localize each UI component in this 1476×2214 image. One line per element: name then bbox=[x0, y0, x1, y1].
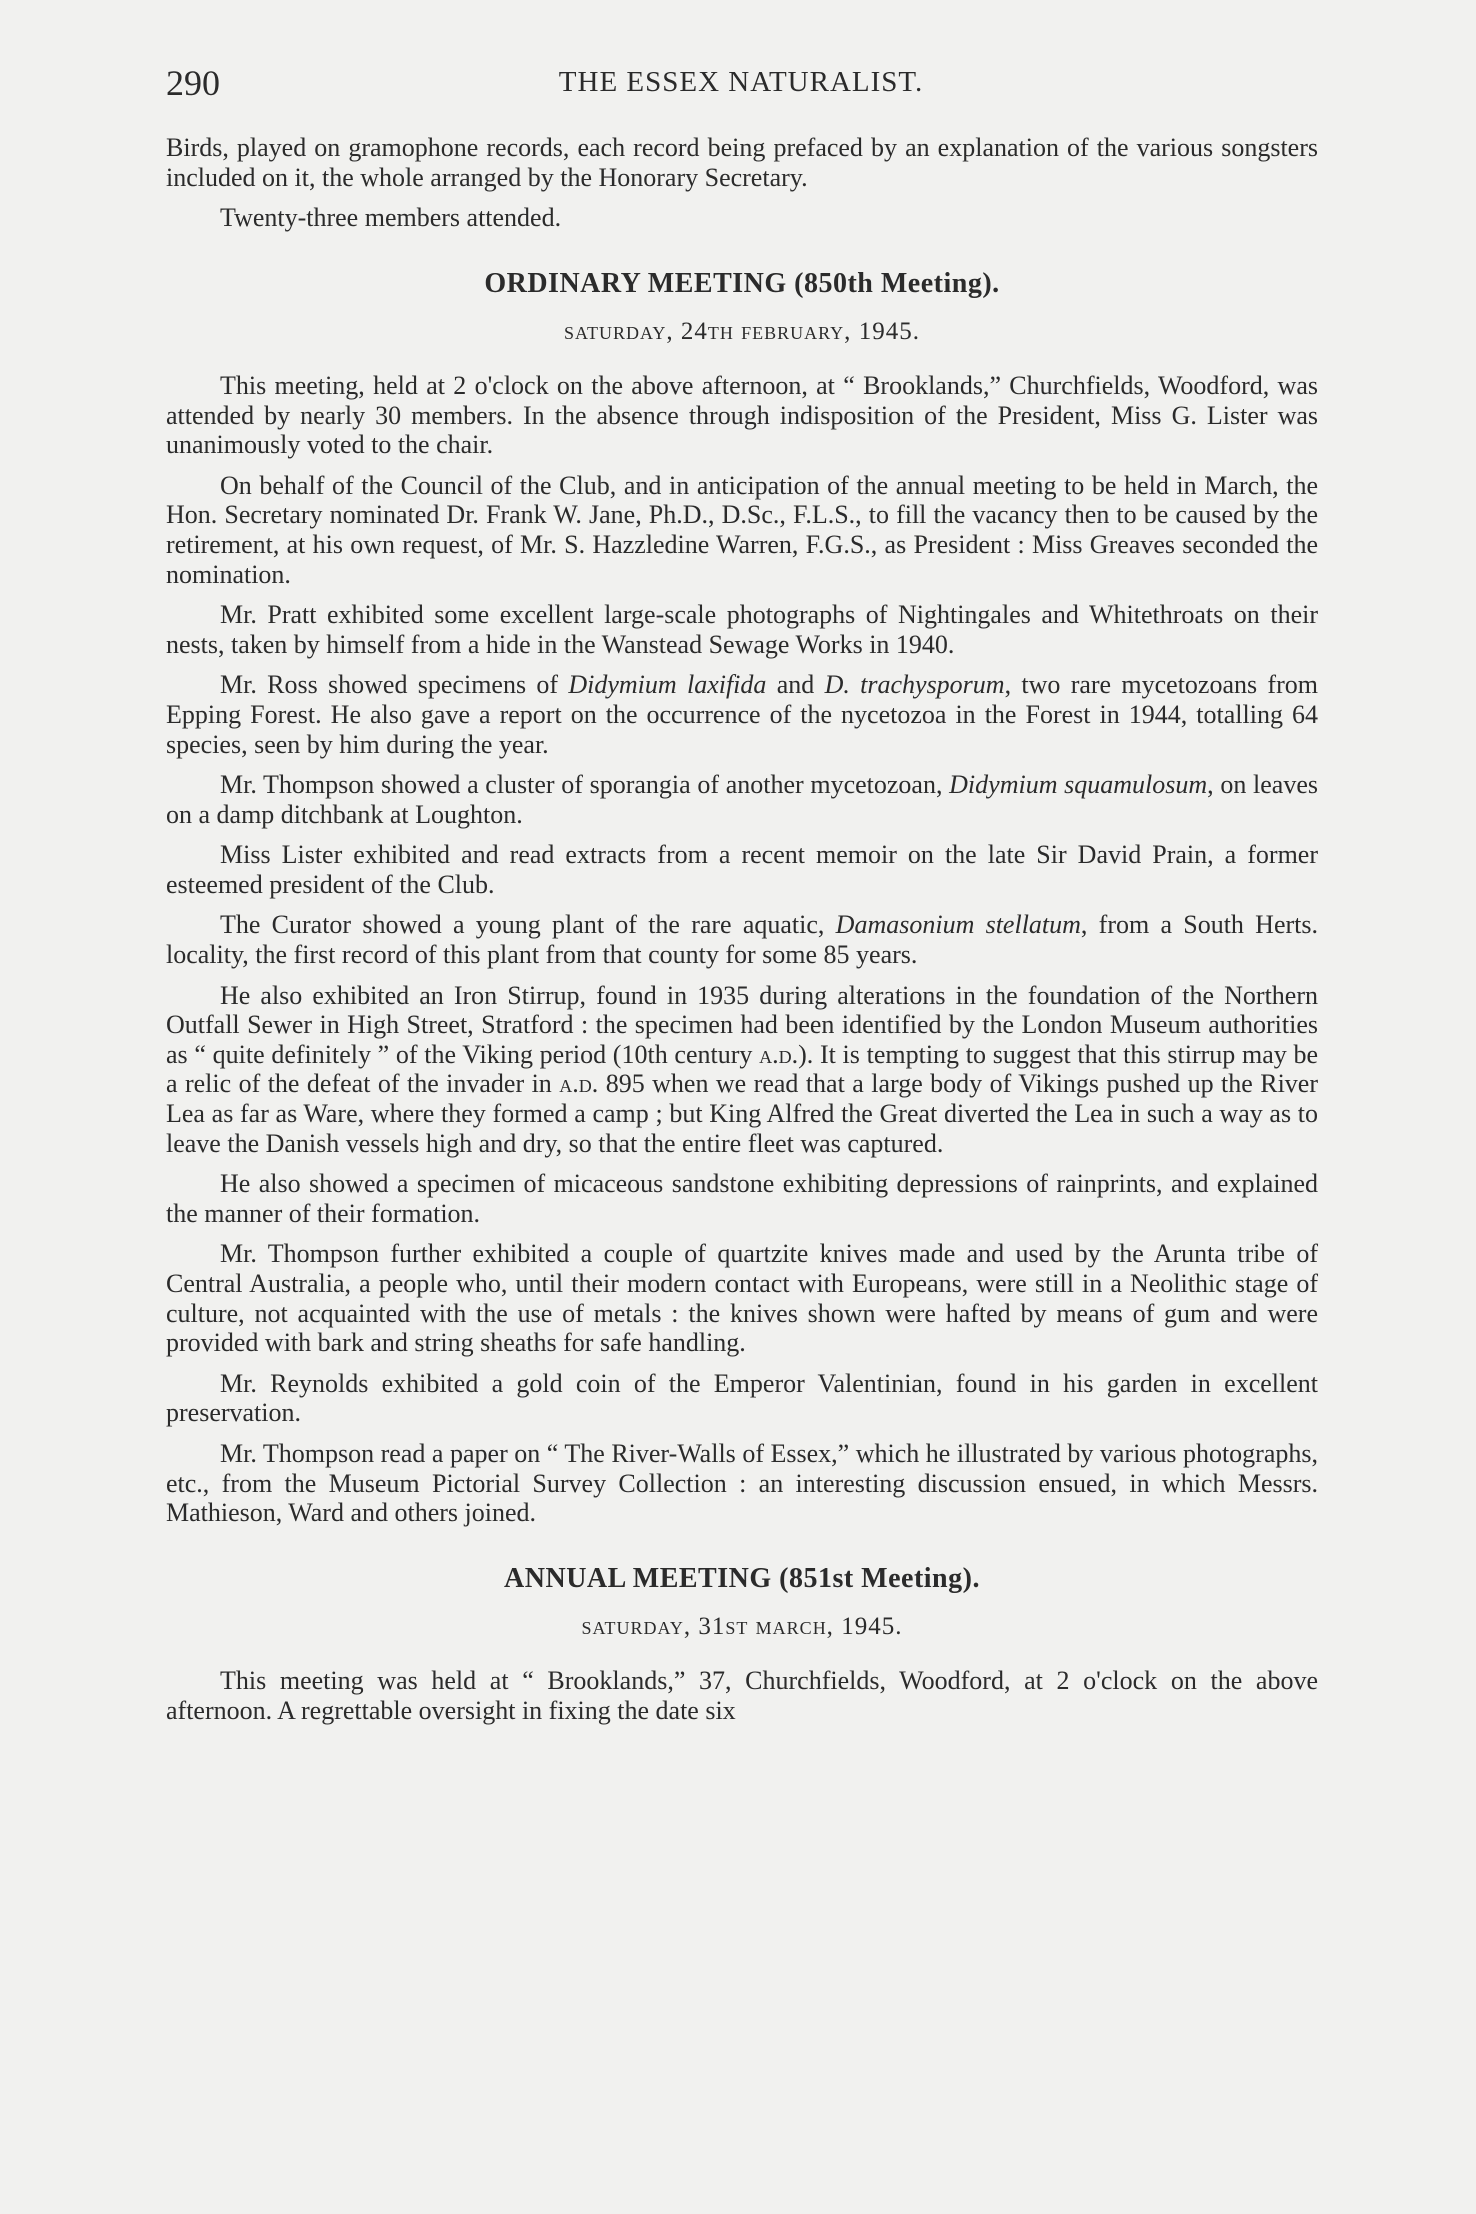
paragraph: Birds, played on gramophone records, each record being prefaced by an explanation of the various songsters included on it, the whole arranged by the Honorary Secretary. bbox=[166, 133, 1318, 192]
paragraph: This meeting was held at “ Brooklands,” 37, Churchfields, Woodford, at 2 o'clock on the above afternoon. A regrettable oversight in fixing the date six bbox=[166, 1665, 1318, 1725]
paragraph: Mr. Reynolds exhibited a gold coin of the Emperor Valentinian, found in his garden in excellent preservation. bbox=[166, 1368, 1318, 1428]
paragraph: Mr. Thompson further exhibited a couple of quartzite knives made and used by the Arunta tribe of Central Australia, a people who, until their modern contact with Europeans, were still in a Neolithic stage of culture, not acquainted with the use of metals : the knives shown were hafted by means of gum and were provided with bark and string sheaths for safe handling. bbox=[166, 1239, 1318, 1358]
section-heading: ORDINARY MEETING (850th Meeting). bbox=[484, 267, 1000, 299]
page-number: 290 bbox=[166, 63, 220, 103]
paragraph: On behalf of the Council of the Club, and in anticipation of the annual meeting to be held in March, the Hon. Secretary nominated Dr. Frank W. Jane, Ph.D., D.Sc., F.L.S., to fill the vacancy then to be caused by the retirement, at his own request, of Mr. S. Hazzledine Warren, F.G.S., as President : Miss Greaves seconded the nomination. bbox=[166, 470, 1318, 589]
paragraph: Twenty-three members attended. bbox=[220, 203, 562, 233]
section-heading: ANNUAL MEETING (851st Meeting). bbox=[504, 1562, 980, 1594]
paragraph: This meeting, held at 2 o'clock on the above afternoon, at “ Brooklands,” Churchfields, Woodford, was attended by nearly 30 members. In the absence through indisposition of the President, Miss G. Lister was unanimously voted to the chair. bbox=[166, 370, 1318, 460]
meeting-date: saturday, 24th february, 1945. bbox=[564, 318, 920, 346]
paragraph: He also showed a specimen of micaceous sandstone exhibiting depressions of rainprints, and explained the manner of their formation. bbox=[166, 1169, 1318, 1228]
paragraph: Mr. Thompson showed a cluster of sporangia of another mycetozoan, Didymium squamulosum, on leaves on a damp ditchbank at Loughton. bbox=[166, 770, 1318, 829]
paragraph: Mr. Pratt exhibited some excellent large-scale photographs of Nightingales and Whitethroats on their nests, taken by himself from a hide in the Wanstead Sewage Works in 1940. bbox=[166, 600, 1318, 659]
meeting-date: saturday, 31st march, 1945. bbox=[581, 1613, 903, 1641]
running-title: THE ESSEX NATURALIST. bbox=[558, 66, 924, 98]
paragraph: The Curator showed a young plant of the rare aquatic, Damasonium stellatum, from a South Herts. locality, the first record of this plant from that county for some 85 years. bbox=[166, 910, 1318, 970]
paragraph: He also exhibited an Iron Stirrup, found in 1935 during alterations in the foundation of the Northern Outfall Sewer in High Street, Stratford : the specimen had been identified by the London Museum authorities as “ quite definitely ” of the Viking period (10th century a.d.). It is tempting to suggest that this stirrup may be a relic of the defeat of the invader in a.d. 895 when we read that a large body of Vikings pushed up the River Lea as far as Ware, where they formed a camp ; but King Alfred the Great diverted the Lea in such a way as to leave the Danish vessels high and dry, so that the entire fleet was captured. bbox=[166, 980, 1319, 1158]
paragraph: Mr. Ross showed specimens of Didymium laxifida and D. trachysporum, two rare mycetozoans from Epping Forest. He also gave a report on the occurrence of the nycetozoa in the Forest in 1944, totalling 64 species, seen by him during the year. bbox=[166, 670, 1318, 759]
article-body bbox=[166, 133, 1318, 1736]
paragraph: Mr. Thompson read a paper on “ The River-Walls of Essex,” which he illustrated by various photographs, etc., from the Museum Pictorial Survey Collection : an interesting discussion ensued, in which Messrs. Mathieson, Ward and others joined. bbox=[166, 1438, 1318, 1528]
paragraph: Miss Lister exhibited and read extracts from a recent memoir on the late Sir David Prain, a former esteemed president of the Club. bbox=[166, 840, 1318, 899]
page-header bbox=[166, 62, 1316, 112]
